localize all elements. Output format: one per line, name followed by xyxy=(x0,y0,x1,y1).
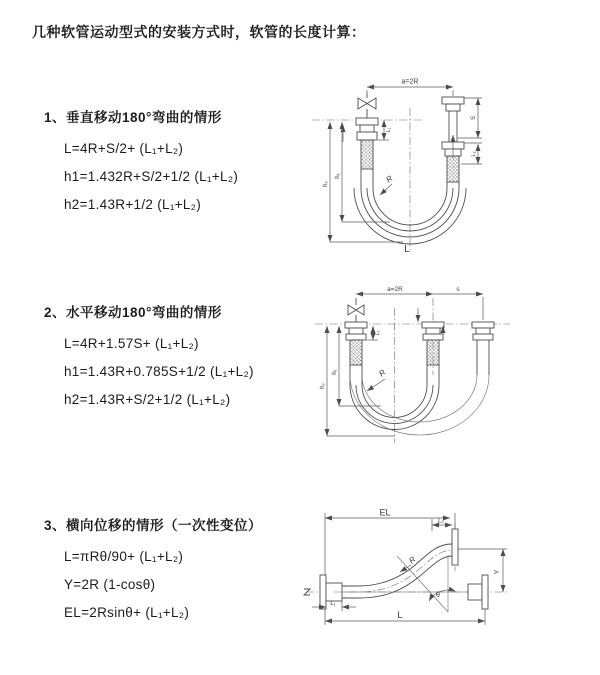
dim-h1-label: h₁ xyxy=(335,173,341,179)
section-2-heading: 2、水平移动180°弯曲的情形 xyxy=(44,305,222,320)
dim-l2-label: L₂ xyxy=(471,151,477,157)
section-vertical-180 xyxy=(44,106,238,219)
diagram-lateral-displacement xyxy=(300,505,595,645)
formula-y: Y=2R (1-cosθ) xyxy=(64,577,156,592)
formula-length: L=4R+1.57S+ (L₁+L₂) xyxy=(64,336,199,351)
left-fitting xyxy=(356,118,378,169)
u-bend-hose-displaced xyxy=(350,375,489,435)
dimension-a2r xyxy=(356,286,483,320)
section-3-heading: 3、横向位移的情形（一次性变位） xyxy=(44,518,263,533)
formula-h2: h2=1.43R+S/2+1/2 (L₁+L₂) xyxy=(64,392,231,407)
dim-el-label: EL xyxy=(379,507,391,518)
radius-label: R xyxy=(384,173,395,185)
dim-l1-label: L₁ xyxy=(386,127,392,133)
right-fitting-displaced xyxy=(472,322,494,375)
dim-l2-label: L₂ xyxy=(438,518,444,525)
middle-fitting xyxy=(422,322,444,365)
formula-el: EL=2Rsinθ+ (L₁+L₂) xyxy=(64,605,190,620)
dim-l-label: L xyxy=(397,610,403,621)
section-2-formulas xyxy=(64,330,254,414)
diagram-horizontal-180-u-bend xyxy=(315,280,585,450)
dim-l1-label: L₁ xyxy=(375,330,381,336)
dim-h2-label: h₂ xyxy=(323,181,329,187)
angle-theta xyxy=(397,555,456,612)
dimension-l1 xyxy=(378,120,392,140)
length-label: L xyxy=(404,244,410,255)
dim-a2r-label: a=2R xyxy=(387,286,403,293)
dim-a2r-label: a=2R xyxy=(401,78,419,86)
dimension-a2r xyxy=(367,79,453,97)
dim-l1-label: L₁ xyxy=(330,601,336,607)
dim-s-label: s xyxy=(456,286,460,293)
formula-h2: h2=1.43R+1/2 (L₁+L₂) xyxy=(64,197,202,212)
section-1-formulas xyxy=(64,135,238,219)
centerlines xyxy=(315,298,510,443)
dim-s-label: S xyxy=(471,115,477,121)
formula-length: L=πRθ/90+ (L₁+L₂) xyxy=(64,549,184,564)
dim-y-label: Y xyxy=(494,569,501,575)
section-1-heading: 1、垂直移动180°弯曲的情形 xyxy=(44,110,222,125)
s-curve-hose xyxy=(334,544,453,598)
formula-h1: h1=1.432R+S/2+1/2 (L₁+L₂) xyxy=(64,169,239,184)
radius-label: R xyxy=(377,367,388,379)
valve-icon xyxy=(358,93,376,118)
formula-h1: h1=1.43R+0.785S+1/2 (L₁+L₂) xyxy=(64,364,254,379)
dimension-l2 xyxy=(432,519,452,532)
dimension-l xyxy=(325,609,485,625)
section-3-formulas xyxy=(64,543,262,627)
valve-icon xyxy=(348,298,364,322)
radius-callout xyxy=(380,174,395,195)
formula-length: L=4R+S/2+ (L₁+L₂) xyxy=(64,141,184,156)
dimension-l1 xyxy=(312,601,356,611)
dim-h2-label: h₂ xyxy=(320,383,326,389)
left-fitting xyxy=(345,322,367,365)
radius-label: R xyxy=(407,554,418,566)
page-title: 几种软管运动型式的安装方式时，软管的长度计算： xyxy=(32,24,366,40)
dim-h1-label: h₁ xyxy=(332,369,338,375)
section-lateral-displacement xyxy=(44,514,262,627)
angle-theta-label: θ xyxy=(436,592,440,599)
displaced-flange xyxy=(452,529,458,565)
movement-arrows xyxy=(343,125,453,158)
diagram-vertical-180-u-bend xyxy=(310,72,580,262)
section-horizontal-180 xyxy=(44,301,254,414)
dimension-l1 xyxy=(367,326,381,340)
radius-callout xyxy=(367,368,388,391)
